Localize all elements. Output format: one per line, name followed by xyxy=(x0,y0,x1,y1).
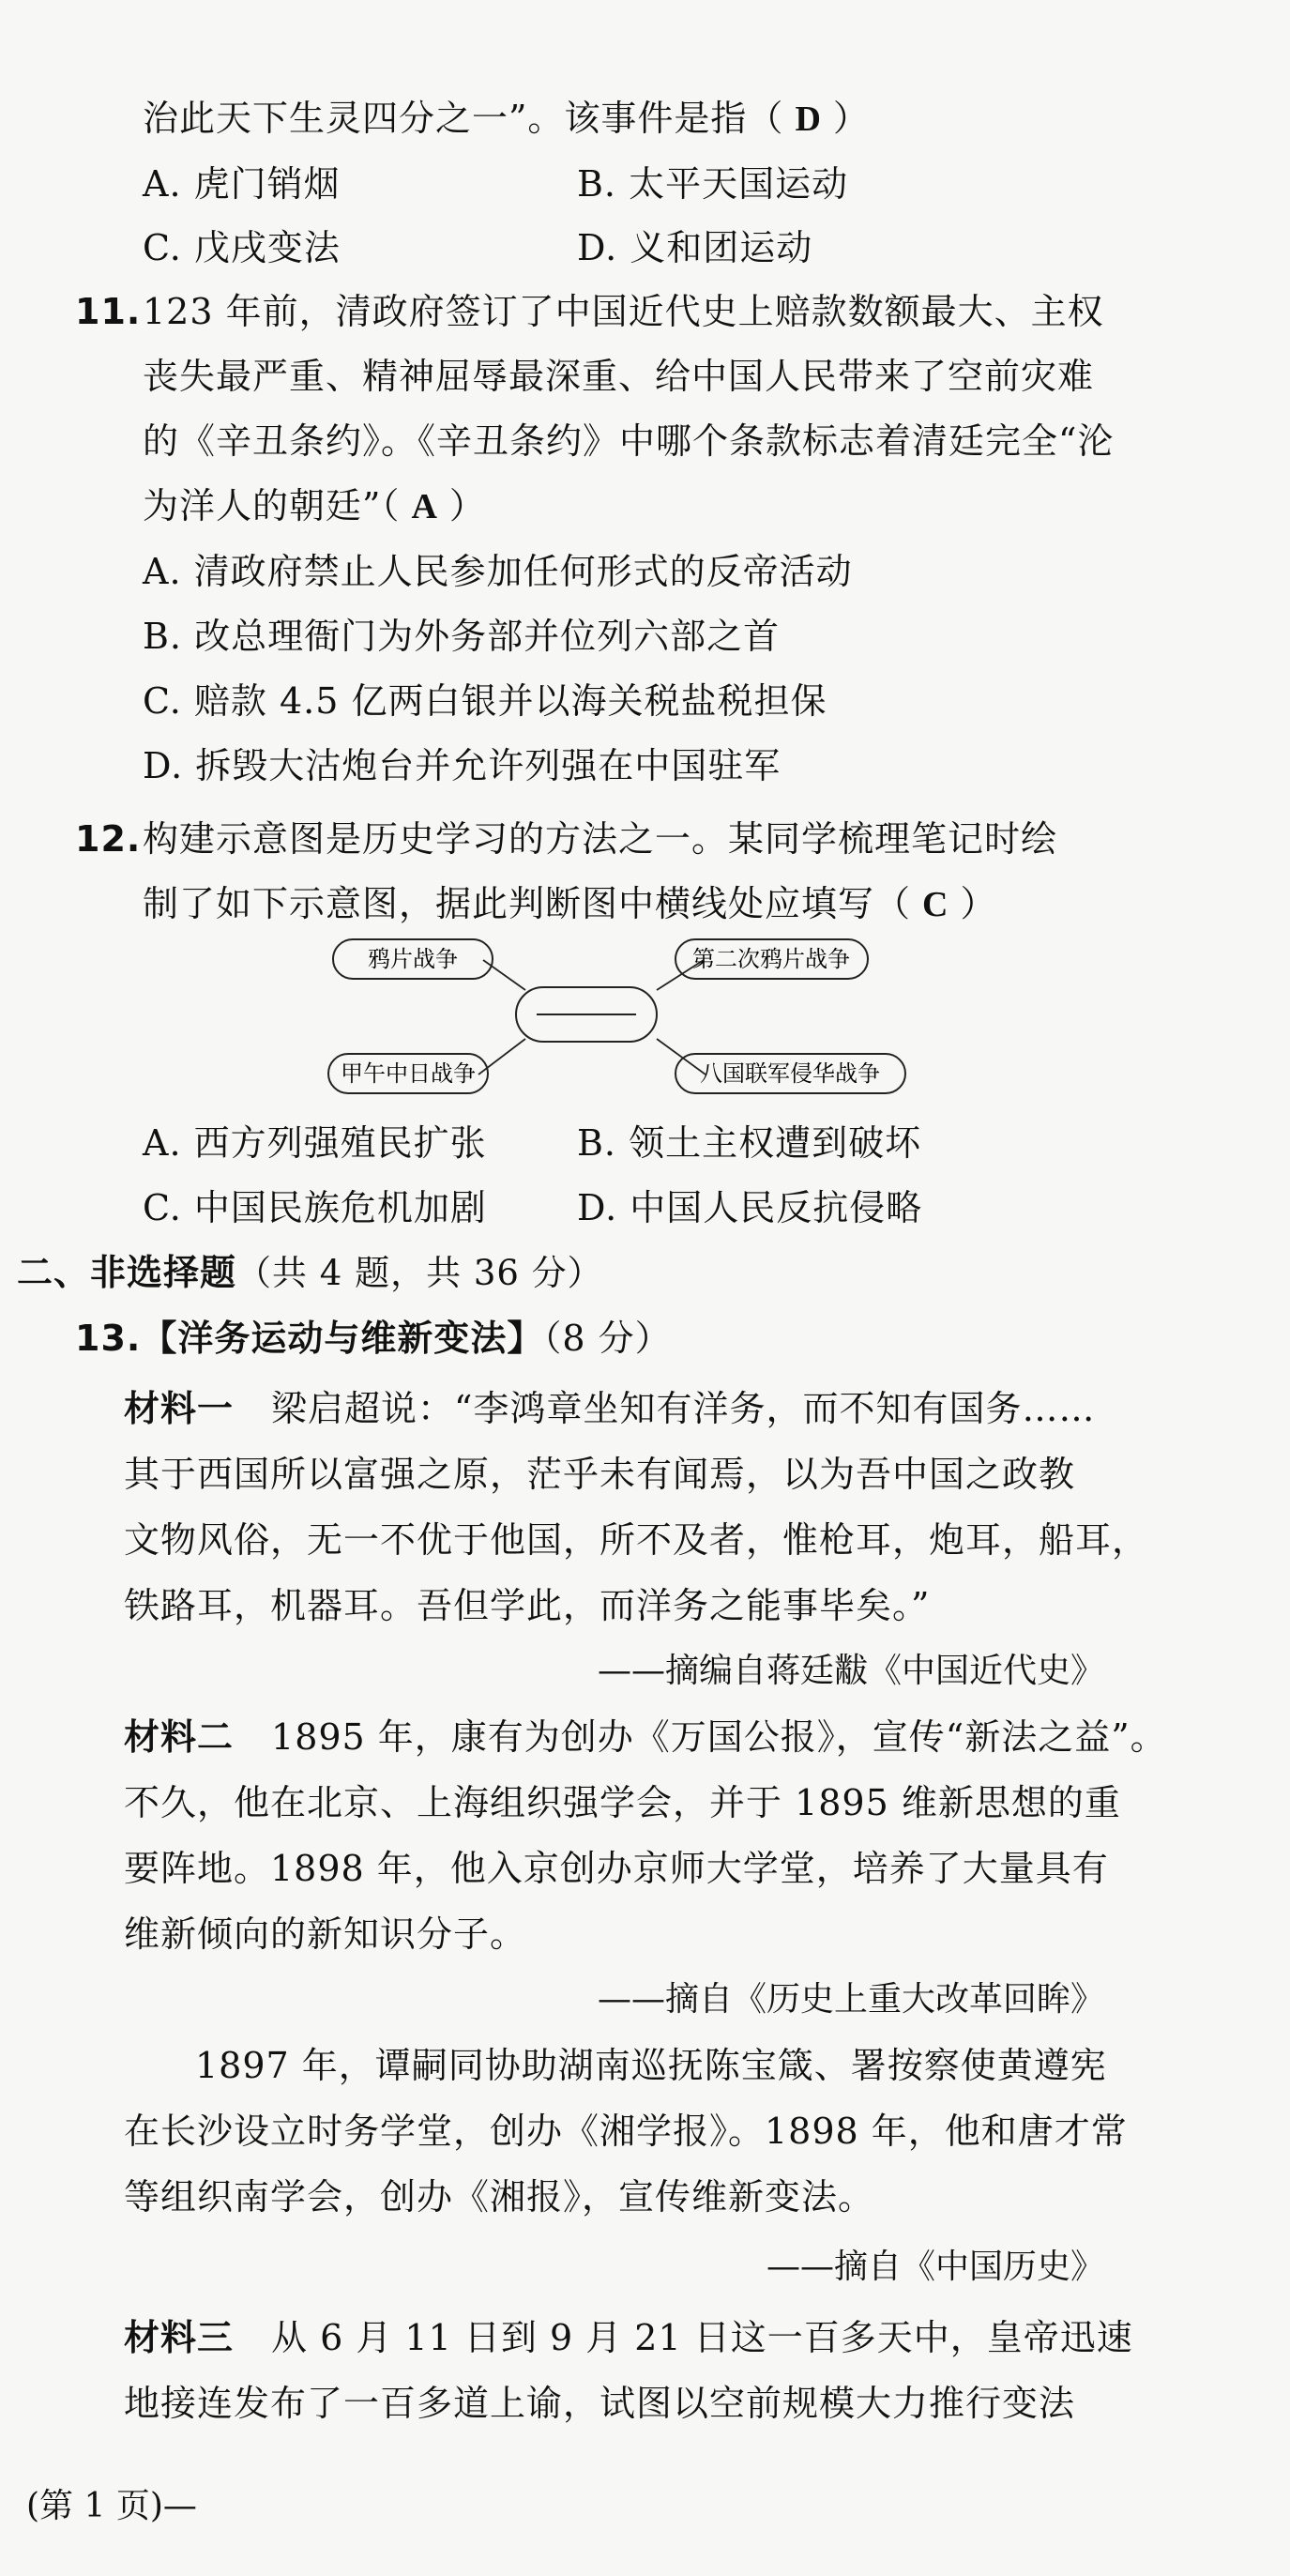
q11-option-c: C. 赔款 4.5 亿两白银并以海关税盐税担保 xyxy=(143,680,827,722)
q12-number: 12. xyxy=(75,818,142,860)
q13-heading xyxy=(75,1314,672,1363)
page-footer: (第 1 页)— xyxy=(26,2487,197,2525)
material2-para2-line: 在长沙设立时务学堂，创办《湘学报》。1898 年，他和唐才常 xyxy=(124,2111,1128,2152)
q10-option-c: C. 戊戌变法 xyxy=(143,227,341,268)
q13-number: 13. xyxy=(75,1318,142,1359)
q10-stem-line xyxy=(143,94,870,144)
q12-stem-line: 构建示意图是历史学习的方法之一。某同学梳理笔记时绘 xyxy=(143,818,1058,860)
q12-answer: C xyxy=(922,885,949,924)
q11-option-b: B. 改总理衙门为外务部并位列六部之首 xyxy=(143,616,781,657)
q12-option-a: A. 西方列强殖民扩张 xyxy=(143,1122,487,1164)
material1-line: 铁路耳，机器耳。吾但学此，而洋务之能事毕矣。” xyxy=(124,1585,931,1626)
q11-option-a: A. 清政府禁止人民参加任何形式的反帝活动 xyxy=(143,551,853,592)
diagram-connectors xyxy=(478,960,706,1075)
q12-stem-text: 制了如下示意图，据此判断图中横线处应填写（ xyxy=(143,883,912,924)
q13-score: （8 分） xyxy=(543,1318,672,1359)
material3-first-line xyxy=(124,2313,1133,2362)
q10-stem-text: 治此天下生灵四分之一”。该事件是指（ xyxy=(143,98,784,139)
material2-para2-line: 等组织南学会，创办《湘报》，宣传维新变法。 xyxy=(124,2176,875,2218)
material3-label: 材料三 xyxy=(124,2317,235,2358)
q11-stem-line: 123 年前，清政府签订了中国近代史上赔款数额最大、主权 xyxy=(143,291,1104,332)
q12-option-b: B. 领土主权遭到破坏 xyxy=(577,1122,922,1164)
material1-line: 文物风俗，无一不优于他国，所不及者，惟枪耳，炮耳，船耳， xyxy=(124,1519,1149,1561)
material3-line: 从 6 月 11 日到 9 月 21 日这一百多天中，皇帝迅速 xyxy=(271,2317,1133,2358)
q12-option-d: D. 中国人民反抗侵略 xyxy=(577,1187,923,1228)
material1-first-line xyxy=(124,1384,1095,1433)
material2-source1: ——摘自《历史上重大改革回眸》 xyxy=(597,1980,1104,2019)
material1-line: 梁启超说：“李鸿章坐知有洋务，而不知有国务…… xyxy=(271,1388,1096,1429)
material1-line: 其于西国所以富强之原，茫乎未有闻焉，以为吾中国之政教 xyxy=(124,1454,1076,1495)
q11-answer: A xyxy=(411,487,438,526)
section2-note: （共 4 题，共 36 分） xyxy=(236,1253,603,1293)
node-top-right-label: 第二次鸦片战争 xyxy=(692,946,850,972)
connector-bottom-left xyxy=(478,1039,525,1075)
material1-label: 材料一 xyxy=(124,1388,235,1429)
material2-line: 要阵地。1898 年，他入京创办京师大学堂，培养了大量具有 xyxy=(124,1848,1109,1889)
material3-line: 地接连发布了一百多道上谕，试图以空前规模大力推行变法 xyxy=(124,2383,1076,2424)
q11-number: 11. xyxy=(75,291,142,332)
q11-stem-line: 的《辛丑条约》。《辛丑条约》中哪个条款标志着清廷完全“沦 xyxy=(143,420,1115,462)
node-top-left-label: 鸦片战争 xyxy=(368,946,458,972)
q10-close: ） xyxy=(832,98,870,139)
material2-first-line xyxy=(124,1713,1167,1761)
q12-close: ） xyxy=(960,883,997,924)
material1-source: ——摘编自蒋廷黻《中国近代史》 xyxy=(597,1652,1104,1690)
q11-option-d: D. 拆毁大沽炮台并允许列强在中国驻军 xyxy=(143,745,782,786)
q10-answer: D xyxy=(795,99,822,139)
material2-line: 不久，他在北京、上海组织强学会，并于 1895 维新思想的重 xyxy=(124,1782,1121,1823)
node-bottom-left-label: 甲午中日战争 xyxy=(341,1060,476,1087)
q11-stem-line: 丧失最严重、精神屈辱最深重、给中国人民带来了空前灾难 xyxy=(143,356,1095,397)
material2-line: 维新倾向的新知识分子。 xyxy=(124,1913,527,1955)
material2-line: 1895 年，康有为创办《万国公报》，宣传“新法之益”。 xyxy=(271,1716,1167,1758)
connector-bottom-right xyxy=(657,1039,706,1075)
material2-label: 材料二 xyxy=(124,1716,235,1758)
q10-option-a: A. 虎门销烟 xyxy=(143,163,341,205)
q11-close: ） xyxy=(448,485,486,526)
material2-para2-line: 1897 年，谭嗣同协助湖南巡抚陈宝箴、署按察使黄遵宪 xyxy=(195,2045,1107,2086)
concept-diagram xyxy=(319,934,919,1112)
q11-stem-last-line xyxy=(143,481,486,531)
q10-option-b: B. 太平天国运动 xyxy=(577,163,849,205)
connector-top-left xyxy=(483,960,525,990)
section2-title: 二、非选择题 xyxy=(17,1252,237,1293)
section2-heading xyxy=(17,1248,603,1298)
q10-option-d: D. 义和团运动 xyxy=(577,227,813,268)
node-bottom-right-label: 八国联军侵华战争 xyxy=(700,1060,880,1087)
material2-source2: ——摘自《中国历史》 xyxy=(766,2248,1104,2286)
q12-option-c: C. 中国民族危机加剧 xyxy=(143,1187,487,1228)
q13-title: 【洋务运动与维新变法】 xyxy=(141,1318,544,1359)
q12-stem-last-line xyxy=(143,879,996,929)
q11-stem-text: 为洋人的朝廷”（ xyxy=(143,485,401,526)
